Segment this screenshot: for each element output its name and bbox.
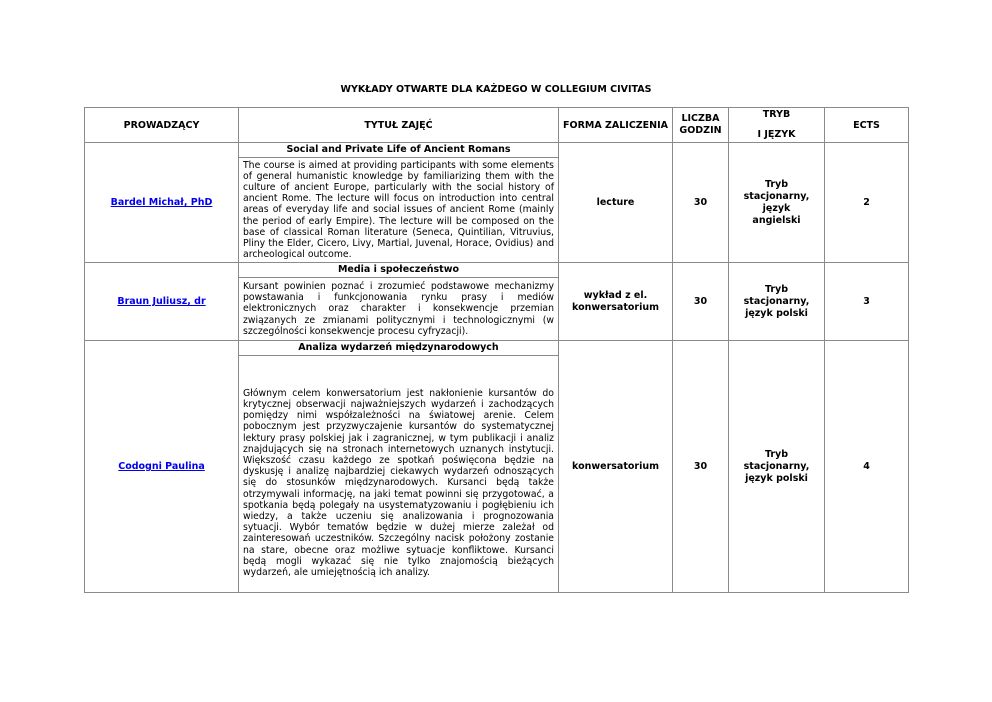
course-description: The course is aimed at providing participants with some elements of general humanistic knowledge by familiarizing them with the culture of ancient Europe, particularly with the social history of ancient Rome. The lecture will focus on introduction into central areas of everyday life and social issues of ancient Rome (mainly the period of early Empire). The lecture will be composed on the base of classical Roman literature (Seneca, Quintilian, Vitruvius, Pliny the Elder, Cicero, Livy, Martial, Juvenal, Horace, Ovidius) and archeological outcome. (239, 158, 559, 263)
header-assessment: FORMA ZALICZENIA (559, 108, 673, 143)
table-row (85, 263, 909, 278)
hours-cell: 30 (673, 341, 729, 593)
header-ects: ECTS (825, 108, 909, 143)
table-row (85, 143, 909, 158)
lecturer-link[interactable]: Braun Juliusz, dr (117, 296, 206, 307)
assessment-cell: lecture (559, 143, 673, 263)
ects-cell: 2 (825, 143, 909, 263)
header-course-title: TYTUŁ ZAJĘĆ (239, 108, 559, 143)
course-title: Analiza wydarzeń międzynarodowych (239, 341, 559, 356)
header-mode-line1: TRYB (762, 109, 791, 120)
assessment-cell: konwersatorium (559, 341, 673, 593)
header-hours-line2: GODZIN (679, 125, 722, 136)
lectures-table (84, 107, 909, 593)
header-mode-line2: I JĘZYK (757, 129, 796, 140)
mode-cell: Tryb stacjonarny, język polski (729, 341, 825, 593)
lecturer-link[interactable]: Bardel Michał, PhD (110, 197, 213, 208)
header-hours (673, 108, 729, 143)
mode-cell: Tryb stacjonarny, język angielski (729, 143, 825, 263)
course-title: Social and Private Life of Ancient Romans (239, 143, 559, 158)
header-mode (729, 108, 825, 143)
header-lecturer: PROWADZĄCY (85, 108, 239, 143)
lecturer-cell (85, 143, 239, 263)
hours-cell: 30 (673, 143, 729, 263)
assessment-cell: wykład z el. konwersatorium (559, 263, 673, 341)
lecturer-cell (85, 341, 239, 593)
course-description: Głównym celem konwersatorium jest nakłonienie kursantów do krytycznej obserwacji najważniejszych wydarzeń i zachodzących pomiędzy nimi współzależności na światowej arenie. Celem pobocznym jest przyzwyczajenie kursantów do systematycznej lektury prasy polskiej jak i zagranicznej, w tym publikacji i analiz znajdujących się na stronach internetowych uznanych instytucji. Większość czasu każdego ze spotkań poświęcona będzie na dyskusję i analizę najbardziej ciekawych wydarzeń odnoszących się do stosunków międzynarodowych. Kursanci będą także otrzymywali informację, na jaki temat powinni się przygotować, a spotkania będą polegały na usystematyzowaniu i pogłębieniu ich wiedzy, a także uczeniu się analizowania i prognozowania sytuacji. Wybór tematów będzie w dużej mierze zależał od zainteresowań uczestników. Szczególny nacisk położony zostanie na stare, obecne oraz możliwe sytuacje konfliktowe. Kursanci będą mogli wykazać się nie tylko znajomością bieżących wydarzeń, ale umiejętnością ich analizy. (239, 356, 559, 593)
mode-cell: Tryb stacjonarny, język polski (729, 263, 825, 341)
course-title: Media i społeczeństwo (239, 263, 559, 278)
hours-cell: 30 (673, 263, 729, 341)
table-row (85, 341, 909, 356)
ects-cell: 4 (825, 341, 909, 593)
course-description: Kursant powinien poznać i zrozumieć podstawowe mechanizmy powstawania i funkcjonowania rynku prasy i mediów elektronicznych oraz charakter i konsekwencje przemian związanych ze zmianami politycznymi i technologicznymi (w szczególności konsekwencje procesu cyfryzacji). (239, 278, 559, 341)
header-row (85, 108, 909, 143)
header-hours-line1: LICZBA (681, 113, 720, 124)
document-title: WYKŁADY OTWARTE DLA KAŻDEGO W COLLEGIUM CIVITAS (340, 84, 652, 95)
lecturer-cell (85, 263, 239, 341)
ects-cell: 3 (825, 263, 909, 341)
lecturer-link[interactable]: Codogni Paulina (118, 461, 205, 472)
